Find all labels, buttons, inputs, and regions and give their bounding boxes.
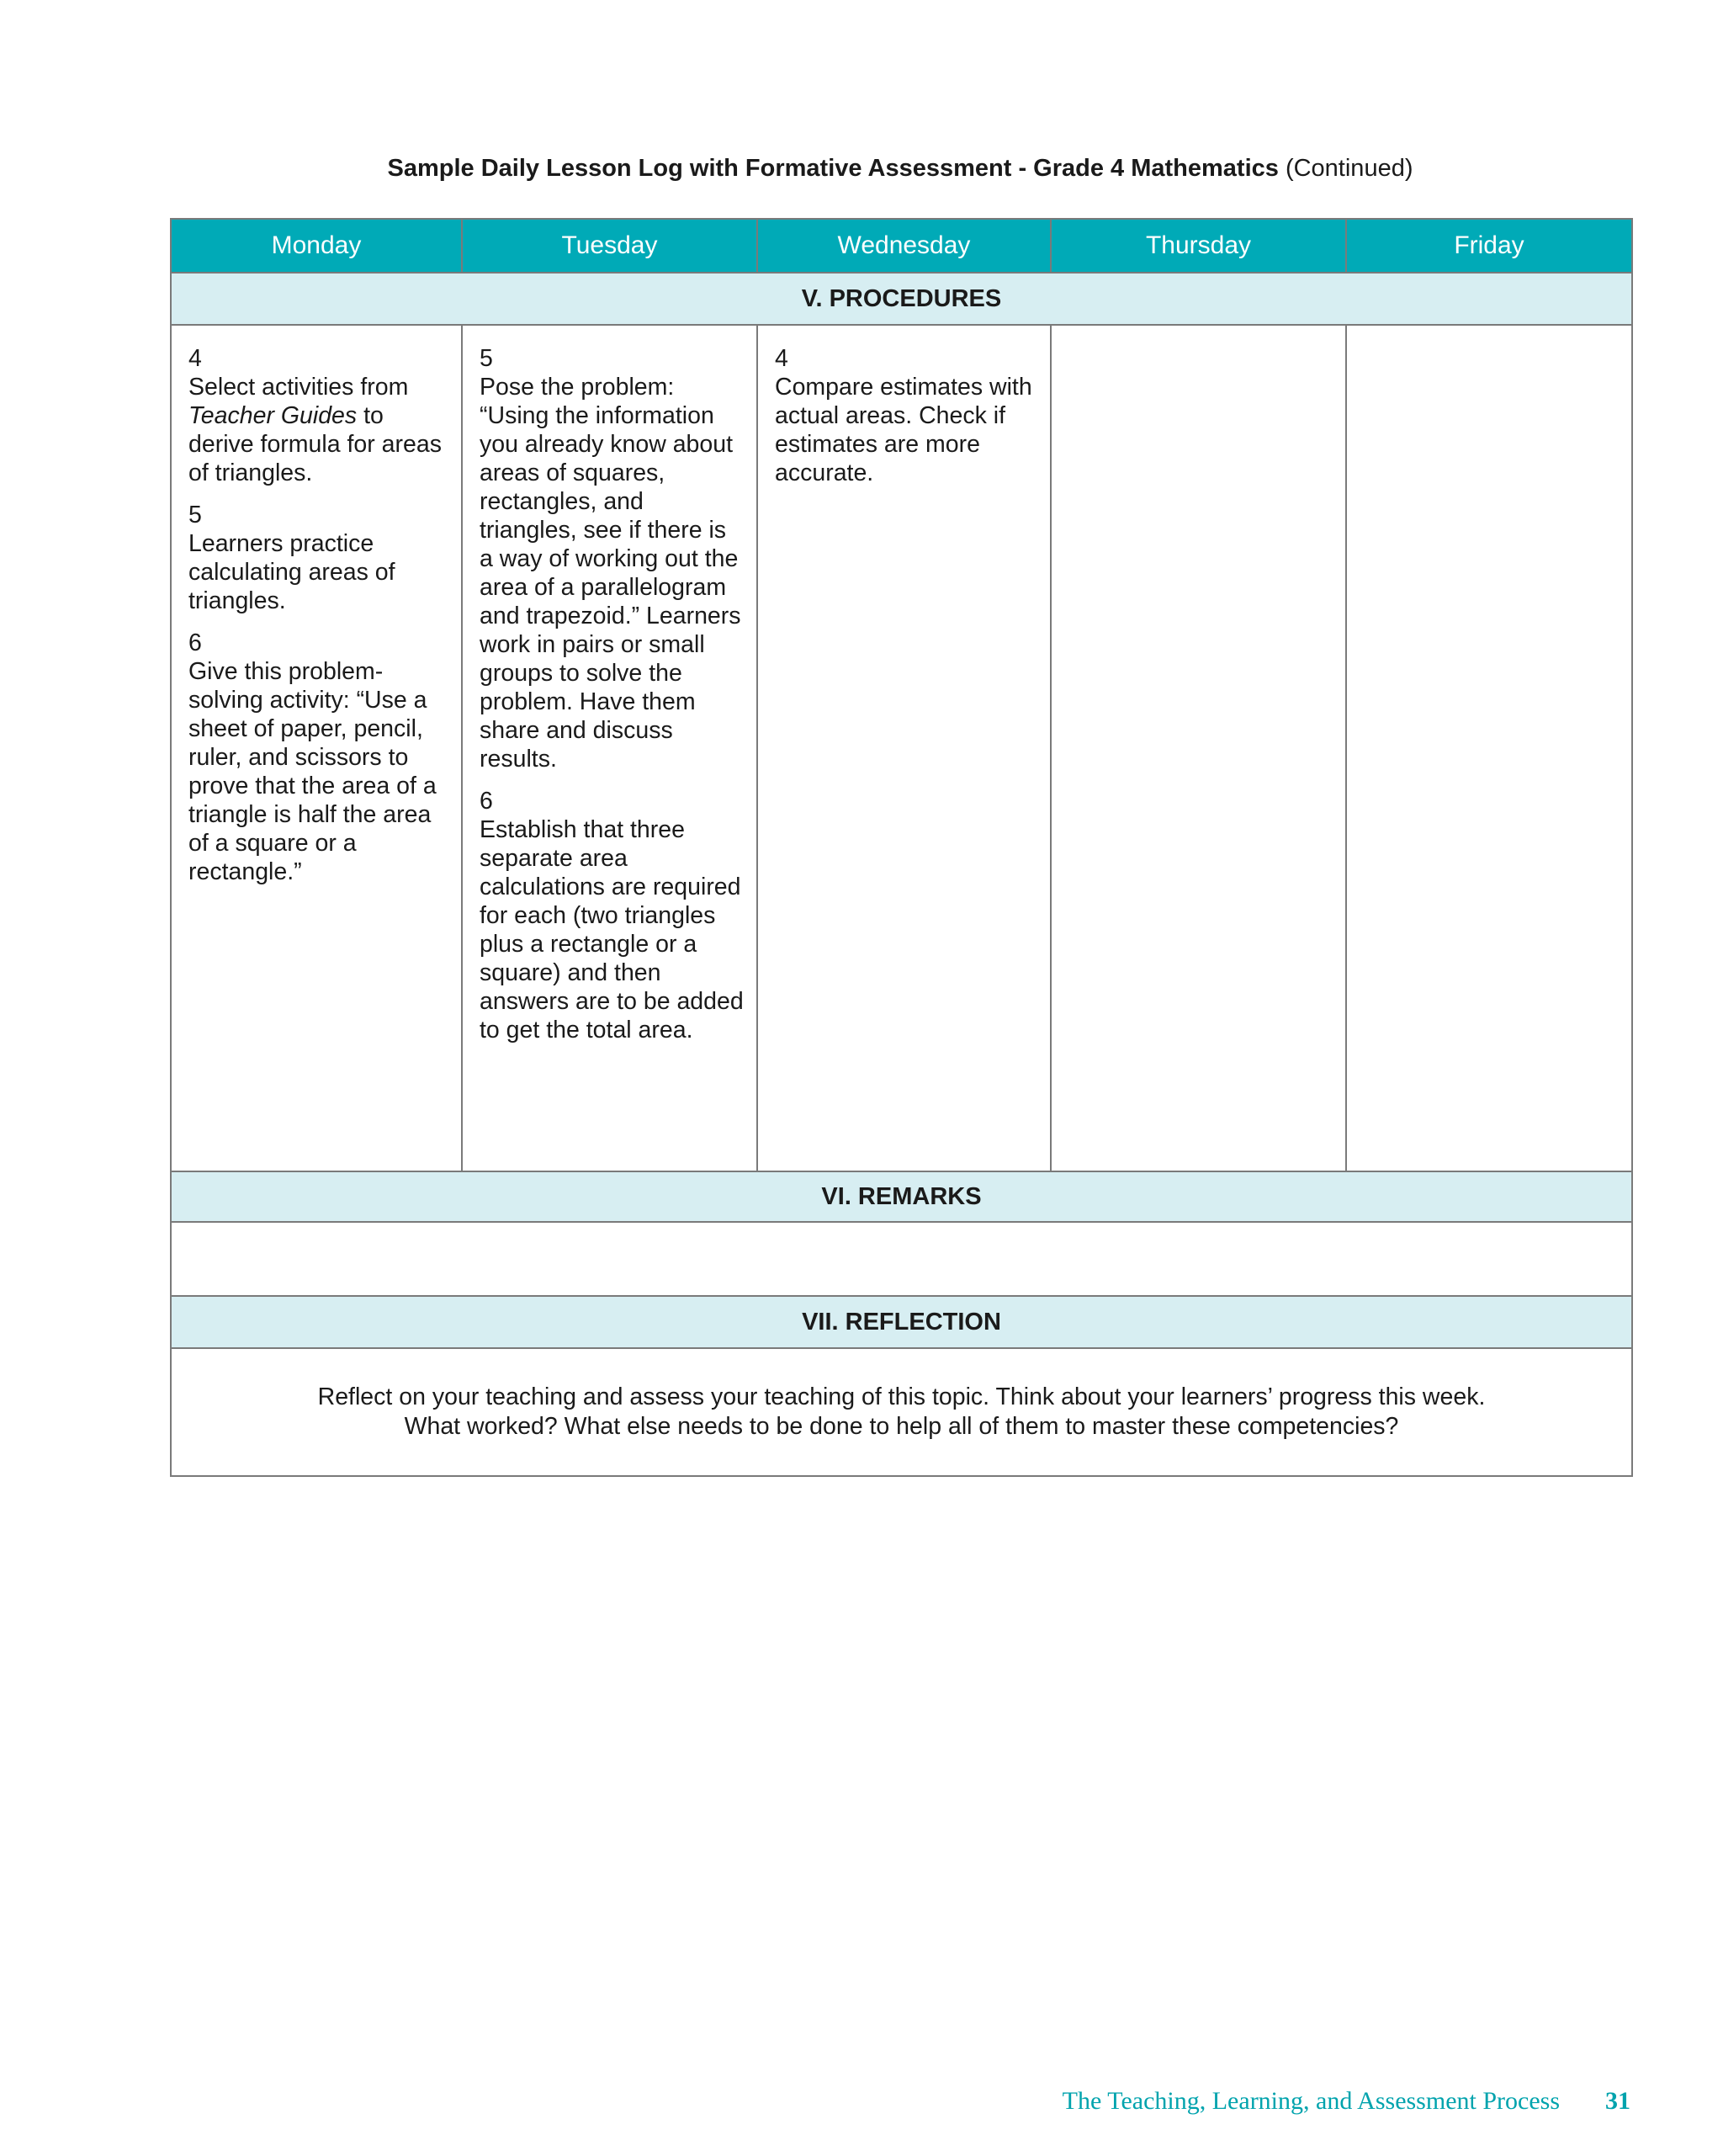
procedure-step [480,787,745,1044]
step-text-before: Select activities from [188,374,409,401]
step-number: 5 [480,345,493,372]
step-text [188,373,449,487]
step-number: 5 [188,502,202,528]
day-header-wednesday: Wednesday [757,219,1051,273]
reflection-body [171,1348,1632,1476]
day-header-monday: Monday [171,219,462,273]
reflection-line-2: What worked? What else needs to be done to help all of them to master these competencies? [404,1413,1399,1440]
procedures-thursday [1051,325,1346,1171]
lesson-log-table [170,218,1633,1477]
day-header-thursday: Thursday [1051,219,1346,273]
step-text-italic: Teacher Guides [188,402,358,429]
remarks-body [171,1222,1632,1296]
day-header-row [171,219,1632,273]
step-number: 4 [188,345,202,372]
procedures-wednesday [757,325,1051,1171]
procedure-step [188,501,449,615]
remarks-heading: VI. REMARKS [171,1171,1632,1222]
step-text: Pose the problem: “Using the information you already know about areas of squares, rectangles, and triangles, see if there is a way of working out the area of a parallelogram and trapezoid.” Learners work in pairs or small groups to solve the problem. Have them share and discuss results. [480,374,741,773]
page-title-continued: (Continued) [1285,155,1413,182]
day-header-friday: Friday [1346,219,1632,273]
procedures-row [171,325,1632,1171]
procedures-heading: V. PROCEDURES [171,273,1632,325]
step-text: Establish that three separate area calculations are required for each (two triangles plus a rectangle or a square) and then answers are to be added to get the total area. [480,816,744,1043]
page-footer [1063,2087,1630,2116]
step-number: 6 [188,629,202,656]
procedures-friday [1346,325,1632,1171]
procedure-step [188,344,449,487]
page-number: 31 [1605,2087,1630,2115]
footer-title: The Teaching, Learning, and Assessment Process [1062,2087,1560,2115]
procedures-tuesday [462,325,757,1171]
reflection-heading: VII. REFLECTION [171,1296,1632,1348]
procedures-section-row [171,273,1632,325]
step-text: Give this problem-solving activity: “Use a sheet of paper, pencil, ruler, and scissors to prove that the area of a triangle is half the area of a square or a rectangle.” [188,658,437,885]
page-title-main: Sample Daily Lesson Log with Formative Assessment - Grade 4 Mathematics [387,155,1279,182]
remarks-row [171,1222,1632,1296]
reflection-row [171,1348,1632,1476]
day-header-tuesday: Tuesday [462,219,757,273]
remarks-section-row [171,1171,1632,1222]
page-title [0,151,1723,185]
procedure-step [188,629,449,886]
procedures-monday [171,325,462,1171]
step-text-after: to derive formula for areas of triangles. [188,402,442,486]
step-text: Compare estimates with actual areas. Check if estimates are more accurate. [775,374,1032,486]
step-number: 6 [480,788,493,815]
step-text: Learners practice calculating areas of triangles. [188,530,395,614]
procedure-step [775,344,1038,487]
reflection-line-1: Reflect on your teaching and assess your teaching of this topic. Think about your learners’ progress this week. [317,1383,1486,1410]
reflection-section-row [171,1296,1632,1348]
step-number: 4 [775,345,788,372]
procedure-step [480,344,745,773]
